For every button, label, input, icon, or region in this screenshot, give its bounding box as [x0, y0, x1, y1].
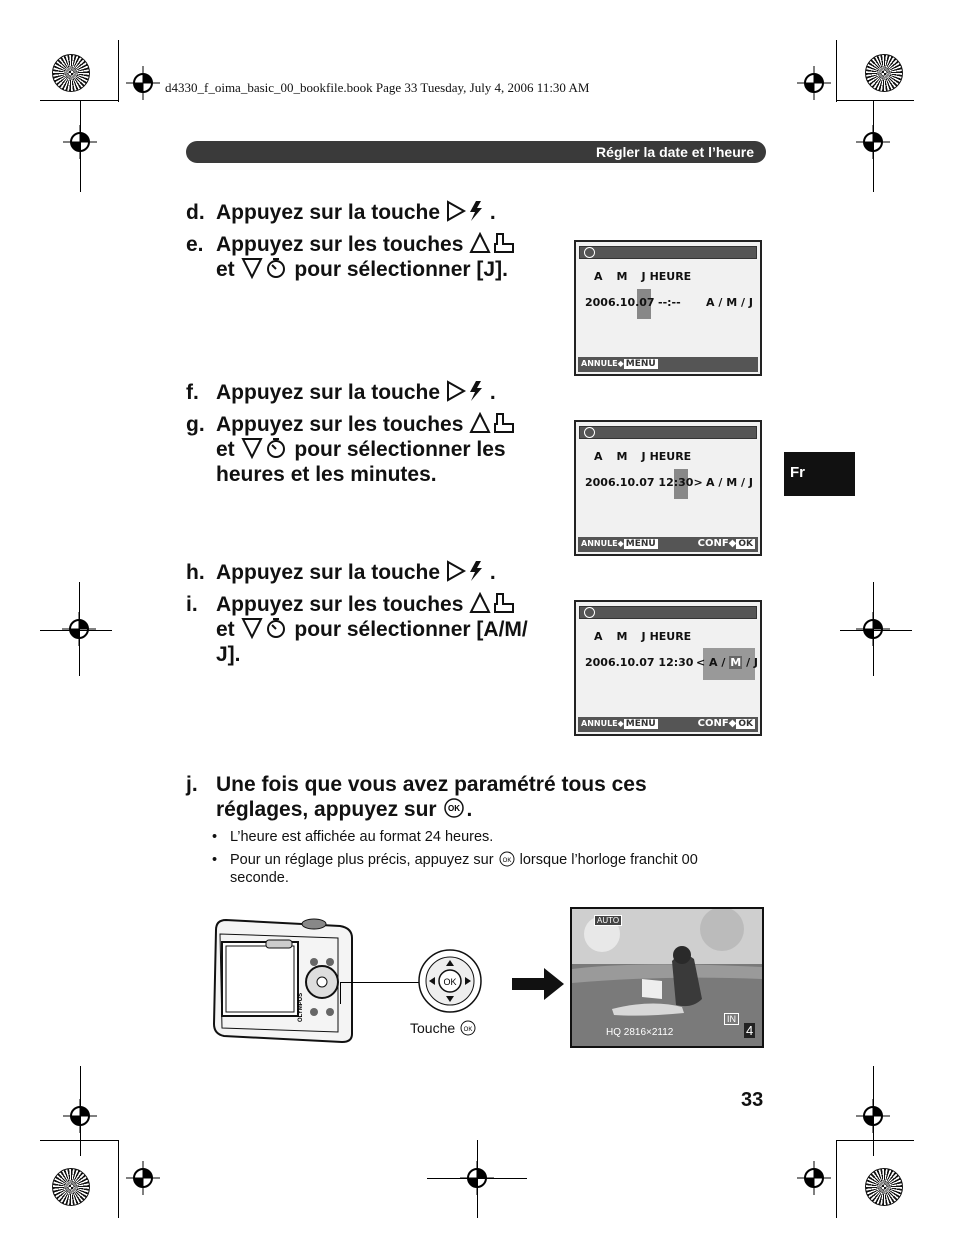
step-i — [186, 592, 528, 667]
label-m: M — [616, 630, 628, 643]
touche-text: Touche — [410, 1020, 456, 1036]
menu-key: MENU — [625, 359, 656, 369]
crop-mark — [836, 100, 914, 101]
registration-mark-icon — [856, 1099, 890, 1133]
svg-text:OK: OK — [463, 1027, 473, 1033]
memory-indicator: IN — [724, 1013, 739, 1025]
color-star-target-icon — [52, 54, 90, 92]
camera-live-view — [570, 907, 764, 1048]
date-format: A / M / J — [706, 476, 753, 489]
camera-illustration — [210, 912, 360, 1044]
registration-mark-icon — [856, 125, 890, 159]
step-text: et — [216, 258, 235, 281]
cancel-hint: ANNULE◆ MENU — [581, 539, 656, 549]
up-print-icon — [469, 592, 517, 614]
screen-labels — [594, 450, 705, 463]
ok-key: OK — [738, 719, 753, 729]
step-text: réglages, appuyez sur — [216, 798, 437, 821]
cancel-text: ANNULE — [581, 719, 618, 728]
dpad-zoom-illustration — [417, 948, 483, 1014]
touche-label — [410, 1020, 477, 1036]
screen-bottom-bar — [578, 357, 758, 372]
registration-mark-icon — [63, 1099, 97, 1133]
down-selftimer-icon — [241, 617, 289, 639]
cancel-text: ANNULE — [581, 539, 618, 548]
up-print-icon — [469, 232, 517, 254]
label-j: J — [641, 270, 646, 283]
screen-labels — [594, 270, 705, 283]
step-letter: d. — [186, 201, 205, 224]
cancel-text: ANNULE — [581, 359, 618, 368]
arrow-right-icon — [510, 966, 566, 1002]
photo-scene — [572, 909, 762, 1046]
label-a: A — [594, 270, 603, 283]
registration-mark-icon — [460, 1161, 494, 1195]
step-end: . — [489, 561, 496, 584]
step-text: pour sélectionner les — [294, 438, 506, 461]
svg-text:OK: OK — [502, 858, 511, 864]
crop-mark — [118, 1140, 119, 1218]
step-text: Appuyez sur les touches — [216, 593, 464, 616]
ok-button-icon — [442, 797, 466, 819]
format-m: M — [730, 656, 742, 669]
image-quality-label: HQ 2816×2112 — [606, 1027, 674, 1038]
step-text: Une fois que vous avez paramétré tous ces — [216, 773, 647, 796]
crop-mark — [118, 40, 119, 102]
ok-button-icon — [459, 1020, 477, 1036]
lcd-screen-day — [574, 240, 762, 376]
step-letter: e. — [186, 233, 204, 256]
right-flash-icon — [446, 560, 490, 582]
date-value: 2006.10.07 12:30 — [585, 656, 694, 669]
date-format: < A / M / J — [696, 656, 759, 669]
bullet-item: • L’heure est affichée au format 24 heures. — [212, 829, 494, 845]
step-text: Appuyez sur la touche — [216, 381, 441, 404]
label-j: J — [641, 630, 646, 643]
step-text: et — [216, 438, 235, 461]
shooting-mode-icon: AUTO — [594, 915, 622, 926]
clock-icon — [584, 247, 595, 258]
color-star-target-icon — [52, 1168, 90, 1206]
step-letter: j. — [186, 773, 198, 796]
label-m: M — [616, 270, 628, 283]
registration-mark-icon — [126, 66, 160, 100]
bullet-text: L’heure est affichée au format 24 heures. — [230, 829, 494, 845]
registration-mark-icon — [856, 612, 890, 646]
file-header: d4330_f_oima_basic_00_bookfile.book Page 33 Tuesday, July 4, 2006 11:30 AM — [165, 80, 590, 95]
label-heure: HEURE — [649, 450, 692, 463]
crop-mark — [40, 100, 118, 101]
step-text: pour sélectionner [A/M/ — [294, 618, 528, 641]
language-tab — [784, 452, 855, 496]
label-a: A — [594, 450, 603, 463]
ok-key: OK — [738, 539, 753, 549]
registration-mark-icon — [126, 1161, 160, 1195]
dpad-ok-label: OK — [443, 977, 457, 987]
step-text: heures et les minutes. — [216, 463, 437, 486]
label-j: J — [641, 450, 646, 463]
format-j: / J — [746, 656, 759, 669]
format-a: A / — [709, 656, 726, 669]
screen-bottom-bar — [578, 717, 758, 732]
confirm-text: CONF — [697, 718, 729, 729]
clock-icon — [584, 427, 595, 438]
right-flash-icon — [446, 380, 490, 402]
step-text: Appuyez sur la touche — [216, 561, 441, 584]
screen-top-bar — [579, 246, 757, 259]
registration-mark-icon — [62, 612, 96, 646]
step-e — [186, 232, 517, 282]
crop-mark — [836, 40, 837, 102]
clock-icon — [584, 607, 595, 618]
menu-key: MENU — [625, 539, 656, 549]
svg-text:OK: OK — [448, 804, 461, 813]
step-end: . — [489, 381, 496, 404]
cancel-hint: ANNULE◆ MENU — [581, 359, 656, 369]
date-format: A / M / J — [706, 296, 753, 309]
step-j — [186, 772, 647, 822]
crop-mark — [836, 1140, 914, 1141]
step-text: J]. — [216, 643, 241, 666]
date-value: 2006.10.07 12:30> — [585, 476, 703, 489]
bullet-text: lorsque l’horloge franchit 00 — [519, 852, 698, 868]
date-value — [585, 296, 655, 309]
section-title: Régler la date et l’heure — [596, 144, 754, 160]
label-m: M — [616, 450, 628, 463]
bullet-text: Pour un réglage plus précis, appuyez sur — [230, 852, 494, 868]
step-letter: g. — [186, 413, 205, 436]
label-heure: HEURE — [649, 270, 692, 283]
shots-remaining: 4 — [746, 1023, 754, 1038]
language-tab-label: Fr — [790, 464, 805, 481]
cancel-hint: ANNULE◆ MENU — [581, 719, 656, 729]
crop-mark — [40, 1140, 118, 1141]
screen-top-bar — [579, 606, 757, 619]
confirm-text: CONF — [697, 538, 729, 549]
bullet-item: • Pour un réglage plus précis, appuyez sur OK lorsque l’horloge franchit 00 seconde. — [212, 852, 698, 886]
step-text: pour sélectionner [J]. — [294, 258, 508, 281]
color-star-target-icon — [865, 54, 903, 92]
label-heure: HEURE — [649, 630, 692, 643]
bullet-text: seconde. — [230, 870, 289, 886]
registration-mark-icon — [797, 66, 831, 100]
date-prefix: 2006.10.07 12: — [585, 476, 679, 489]
confirm-hint: CONF◆ OK — [697, 718, 753, 729]
section-bar — [186, 141, 766, 163]
step-text: et — [216, 618, 235, 641]
selected-minutes: 30 — [678, 476, 694, 489]
down-selftimer-icon — [241, 257, 289, 279]
screen-bottom-bar — [578, 537, 758, 552]
callout-line — [340, 982, 420, 983]
camera-brand: OLYMPUS — [298, 992, 304, 1022]
step-h — [186, 560, 496, 585]
confirm-hint: CONF◆ OK — [697, 538, 753, 549]
step-d — [186, 200, 496, 225]
menu-key: MENU — [625, 719, 656, 729]
step-text: Appuyez sur les touches — [216, 233, 464, 256]
step-g — [186, 412, 517, 487]
selected-day: 07 — [639, 296, 655, 309]
step-letter: h. — [186, 561, 205, 584]
time-value: --:-- — [658, 296, 681, 309]
step-letter: i. — [186, 593, 198, 616]
color-star-target-icon — [865, 1168, 903, 1206]
step-end: . — [466, 798, 473, 821]
step-letter: f. — [186, 381, 199, 404]
lcd-screen-format — [574, 600, 762, 736]
lcd-screen-time — [574, 420, 762, 556]
step-end: . — [489, 201, 496, 224]
screen-top-bar — [579, 426, 757, 439]
step-f — [186, 380, 496, 405]
registration-mark-icon — [63, 125, 97, 159]
label-a: A — [594, 630, 603, 643]
down-selftimer-icon — [241, 437, 289, 459]
registration-mark-icon — [797, 1161, 831, 1195]
right-flash-icon — [446, 200, 490, 222]
date-prefix: 2006.10. — [585, 296, 640, 309]
up-print-icon — [469, 412, 517, 434]
ok-button-icon — [498, 851, 516, 867]
screen-labels — [594, 630, 705, 643]
step-text: Appuyez sur la touche — [216, 201, 441, 224]
callout-line — [340, 982, 341, 1004]
crop-mark — [836, 1140, 837, 1218]
page-number: 33 — [741, 1089, 764, 1111]
step-text: Appuyez sur les touches — [216, 413, 464, 436]
